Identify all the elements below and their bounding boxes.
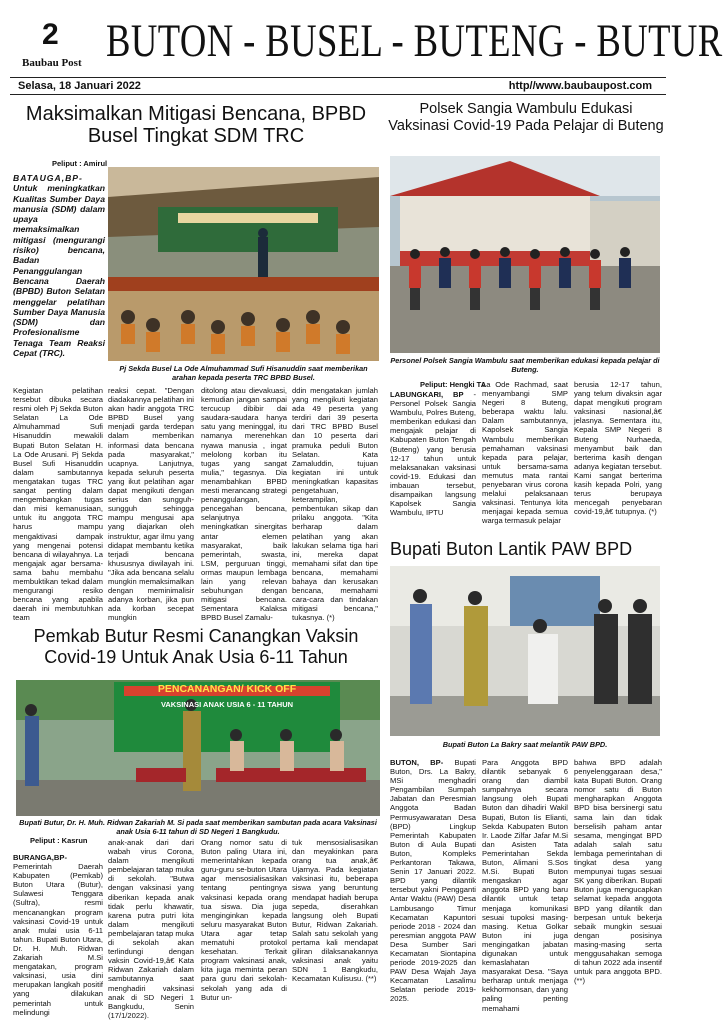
- article1-headline: Maksimalkan Mitigasi Bencana, BPBD Busel Tingkat SDM TRC: [25, 103, 367, 147]
- page-number: 2: [42, 18, 59, 51]
- article4-col3: Orang nomor satu di Buton paling Utara ini, memerintahkan kepada guru-guru se-buton Utara agar mensosialisasikan tentang pentingnya vaksinasi kepada orang tua siswa. Dia juga menginginkan kepada seluru masyarakat Buton Utara agar tetap mematuhi protokol kesehatan. Terkait program vaksinasi anak, kita juga meminta peran para guru dari sekolah-sekolah yang ada di Butur un-: [201, 838, 287, 1002]
- article4-col1-text: Pemerintah Daerah Kabupaten (Pemkab) Buton Utara (Butur), Sulawesi Tenggara (Sultra), resmi mencanangkan program vaksinasi Covid-19 untuk anak mulai usia 6-11 tahun. Bupati Buton Utara, Dr. H. Muh. Ridwan Zakariah M.Si mengatakan, program vaksinasi, usia dini merupakan langkah positif yang dilakukan pemerintah untuk melindungi: [13, 862, 103, 1017]
- article3-col1-text: Bupati Buton, Drs. La Bakry, MSi menghadiri Pengambilan Sumpah Jabatan dan Peresmian Anggota Badan Permusyawaratan Desa (BPD) Lingkup Pemerintah Kabupaten Buton di Aula Bupati Buton, Kompleks Perkantoran Takawa, Senin 17 Januari 2022. BPD yang dilantik tersebut yakni Pengganti Antar Waktu (PAW) Desa Lambusango Timur Kecamatan Kapuntori periode 2018 - 2024 dan peresmian anggota PAW Desa Sumber Sari Kecamatan Siontapina periode 2019-2025 dan PAW Desa Wajah Jaya Kecamatan Lasalimu Selatan periode 2019-2025.: [390, 758, 476, 1004]
- issue-date: Selasa, 18 Januari 2022: [18, 80, 141, 92]
- article4-headline: Pemkab Butur Resmi Canangkan Vaksin Covid-19 Untuk Anak Usia 6-11 Tahun: [33, 626, 359, 667]
- paper-name: Baubau Post: [22, 57, 82, 69]
- banner-title: PENCANANGAN/ KICK OFF: [157, 683, 297, 695]
- article4-col2: anak-anak dari dari wabah virus Corona, dalam mengikuti pembelajaran tatap muka di sekolah. "Butwa dengan vaksinasi yang diberikan kepada anak tidak perlu khawatir, karena putra putri kita dalam mengikuti pembelajaran tatap muka di sekolah akan terlindungi dengan vaksin Covid-19,â€ Kata Ridwan Zakariah dalam sambutannya saat menghadiri vaksinasi anak di SD Negeri 1 Bangkudu, Senin (17/1/2022).: [108, 838, 194, 1020]
- article2-col3: berusia 12-17 tahun, yang telum divaksin agar dapat mengikuti program vaksinasi nasional,â€ jelasnya. Sementara itu, Kepala SMP Negeri 8 Buteng Nurhaeda, menyambut baik dan berterima kasih dengan adanya kegiatan tersebut. Kami sangat berterima kasih kepada Polri, yang terus berupaya mencegah penyebaran covid-19,â€ tutupnya. (*): [574, 380, 662, 517]
- article3-caption: Bupati Buton La Bakry saat melantik PAW BPD.: [442, 740, 608, 749]
- article2-headline: Polsek Sangia Wambulu Edukasi Vaksinasi Covid-19 Pada Pelajar di Buteng: [388, 101, 664, 134]
- article1-lead: [13, 173, 105, 373]
- article2-photo: [390, 156, 660, 353]
- article2-reporter: Peliput: Hengki TA: [420, 380, 487, 389]
- article1-col4: ddin mengatakan jumlah yang mengikuti kegiatan ada 49 peserta yang terdiri dari 39 peserta dari TRC BPBD Busel dan 10 peserta dari pramuka peduli Buton Selatan. Kata Zamaluddin, tujuan kegiatan ini untuk meningkatkan kapasitas pengetahuan, keterampilan, pembentukan sikap dan prilaku anggota. "Kita berharap dalam pelatihan yang akan lakukan selama tiga hari ini, mereka dapat memahami sifat dan tipe bencana, memahami bahaya dan kerusakan bencana, memahami cara-cara dan tindakan mitigasi bencana," tukasnya. (*): [292, 386, 378, 623]
- article4-col4: tuk mensosialisasikan dan meyakinkan para orang tua anak,â€ Ujarnya. Pada kegiatan vaksinasi itu, beberapa siswa yang beruntung mendapat hadiah berupa sepeda, diserahkan langsung oleh Bupati Butur, Ridwan Zakariah. Salah satu sekolah yang pertama kali mendapat giliran dilaksanakannya vaksinasi anak yaitu SDN 1 Bangkudu, Kecamatan Kulisusu. (**): [292, 838, 378, 984]
- article2-col2: La Ode Rachmad, saat menyambangi SMP Negeri 8 Buteng, beberapa waktu lalu. Dalam sambutannya, Kapolsek Sangia Wambulu memberikan pemahaman vaksinasi kepada para pelajar, untuk bersama-sama memutus mata rantai penyebaran virus corona melalui pelaksanaan vaksinasi. Tentunya kita menjagai kepada semua warga termasuk pelajar: [482, 380, 568, 526]
- website-url[interactable]: http//www.baubaupost.com: [508, 80, 652, 92]
- article3-col3: bahwa BPD adalah penyelenggaraan desa," kata Bupati Buton. Orang nomor satu di Buton mengharapkan Anggota BPD bisa bersinergi satu sama lain dan tidak berselisih paham antar sesama, mengingat BPD adalah salah satu lembaga pemerintahan di tingkat desa yang mempunyai tugas sesuai SK yang diberikan. Bupati Buton juga mengucapkan selamat kepada anggota BPD yang dilantik dan berpesan untuk bekerja sebaik mungkin sesuai dengan posisinya masing-masing serta menggusahakan semoga di tahun 2022 ada insentif untuk para anggota BPD. (**): [574, 758, 662, 986]
- article3-place: BUTON, BP-: [390, 758, 444, 767]
- article1-caption: Pj Sekda Busel La Ode Almuhammad Sufi Hisanuddin saat memberikan arahan kepada peserta TRC BPBD Busel.: [119, 364, 368, 382]
- article2-place: LABUNGKARI, BP: [390, 390, 464, 399]
- article4-caption: Bupati Butur, Dr. H. Muh. Ridwan Zakariah M. Si pada saat memberikan sambutan pada acara Vaksinasi anak Usia 6-11 tahun di SD Negeri 1 Bangkudu.: [19, 818, 377, 836]
- date-bar: [10, 77, 666, 95]
- article1-photo: [108, 167, 379, 361]
- article3-col1: [390, 758, 476, 1013]
- article2-col1: [390, 390, 476, 535]
- article4-place: BURANGA,BP-: [13, 853, 67, 862]
- article3-headline: Bupati Buton Lantik PAW BPD: [390, 539, 633, 559]
- article1-lead-text: Untuk meningkatkan Kualitas Sumber Daya manusia (SDM) dalam upaya memaksimalkan mitigasi (mengurangi risiko) bencana, Badan Penanggulangan Bencana Daerah (BPBD) Buton Selatan menggelar pelatihan Sumber Daya Manusia (SDM) dan Profesionalisme Tenaga Team Reaksi Cepat (TRC).: [13, 183, 105, 359]
- article1-col2: reaksi cepat. "Dengan diadakannya pelatihan ini akan hadir anggota TRC BPBD Busel yang menjadi garda terdepan dalam memberikan informasi data bencana pada masyarakat," ucapnya. Lanjutnya, kepada seluruh peserta yang ikut pelatihan agar dapat mengikuti dengan serius dan sungguh-sungguh sehingga mampu mengusai apa yang diajarkan oleh instruktur, agar ilmu yang didapat membantu ketika terjadi bencana khususnya diwilayah ini. "Jika ada bencana selalu mungkin memaksimalkan dengan meminimalisir adanya korban, jika pun ada korban secepat mungkin: [108, 386, 194, 623]
- article1-col3: ditolong atau dievakuasi, kemudian jangan sampai tercucup dibibir dai saudara-saudara hanya satu yang meninggal, itu namanya merenehkan nyawa manusia , ingat melolong korban itu tugas yang sangat mulia," tegasnya. Dia menambahkan BPBD mesti merancang strategi penanggulangan, pencegahan bencana, selanjutnya meningkatkan sinergitas antar elemen masyarakat, baik pemerintah, swasta, LSM, perguruan tinggi, ormas maupun lembaga lain yang relevan sebuhungan dengan mitigasi bencana. Sementara Kalaksa BPBD Busel Zamalu-: [201, 386, 287, 623]
- article3-photo: [390, 566, 660, 736]
- article2-caption: Personel Polsek Sangia Wambulu saat memberikan edukasi kepada pelajar di Buteng.: [390, 356, 660, 374]
- article1-reporter: Peliput : Amirul: [52, 159, 108, 168]
- masthead-title: BUTON - BUSEL - BUTENG - BUTUR: [106, 15, 723, 67]
- article1-lead-place: BATAUGA,BP-: [13, 173, 83, 183]
- banner-subtitle: VAKSINASI ANAK USIA 6 - 11 TAHUN: [160, 700, 294, 709]
- article1-col1: Kegiatan pelatihan tersebut dibuka secara resmi oleh Pj Sekda Buton Selatan La Ode Almuhammad Sufi Hisanuddin mewakili Bupati Buton Selatan H. La Ode Arusani. Pj Sekda Busel Sufi Hisanuddin dalam sambutannya mengatakan tugas TRC sangat penting dalam mengembangkan tugas dan misi kemanusiaan, untuk itu anggota TRC harus mampu mengaktivasi dampak yang mengenai potensi bencana di wilayahnya. La mengajak agar bersama-sama bahu membahu membuktikan tekad dalam mengurangi resiko bencana yang apabila daerah ini membutuhkan team: [13, 386, 103, 623]
- article2-col1-text: - Personel Polsek Sangia Wambulu, Polres Buteng, memberikan edukasi dan mengajak pelajar di Kabupaten Buton Tengah (Buteng) yang berusia 12-17 tahun untuk melaksanakan vaksinasi covid-19. Edukasi dan imbauan tersebut, disampaikan langsung Kapolsek Sangia Wambulu, IPTU: [390, 390, 476, 518]
- article3-col2: Para Anggota BPD dilantik sebanyak 6 orang dan diambil sumpahnya secara langsung oleh Bupati Buton dan dihadiri Wakil Bupati, Buton Iis Elianti, Sekda Kabupaten Buton Ir. Laode Zilfar Jafar M.Si dan Asisten Tata Pemerintahan Sekda Buton, Alimani S.Sos M.Si. Bupati Buton mengaskan agar anggota BPD yang baru dilantik untuk tetap menjaga komunikasi sesuai tupoksi masing-masing. Ketua Golkar Buton ini juga mengingatkan jabatan digunakan untuk kemaslahatan masyarakat Desa. "Saya berharap untuk menjaga kekhormonsan, dan yang paling penting memahami: [482, 758, 568, 1013]
- article4-reporter: Peliput : Kasrun: [30, 836, 88, 845]
- article4-col1: [13, 853, 103, 1015]
- article4-photo: [16, 680, 380, 816]
